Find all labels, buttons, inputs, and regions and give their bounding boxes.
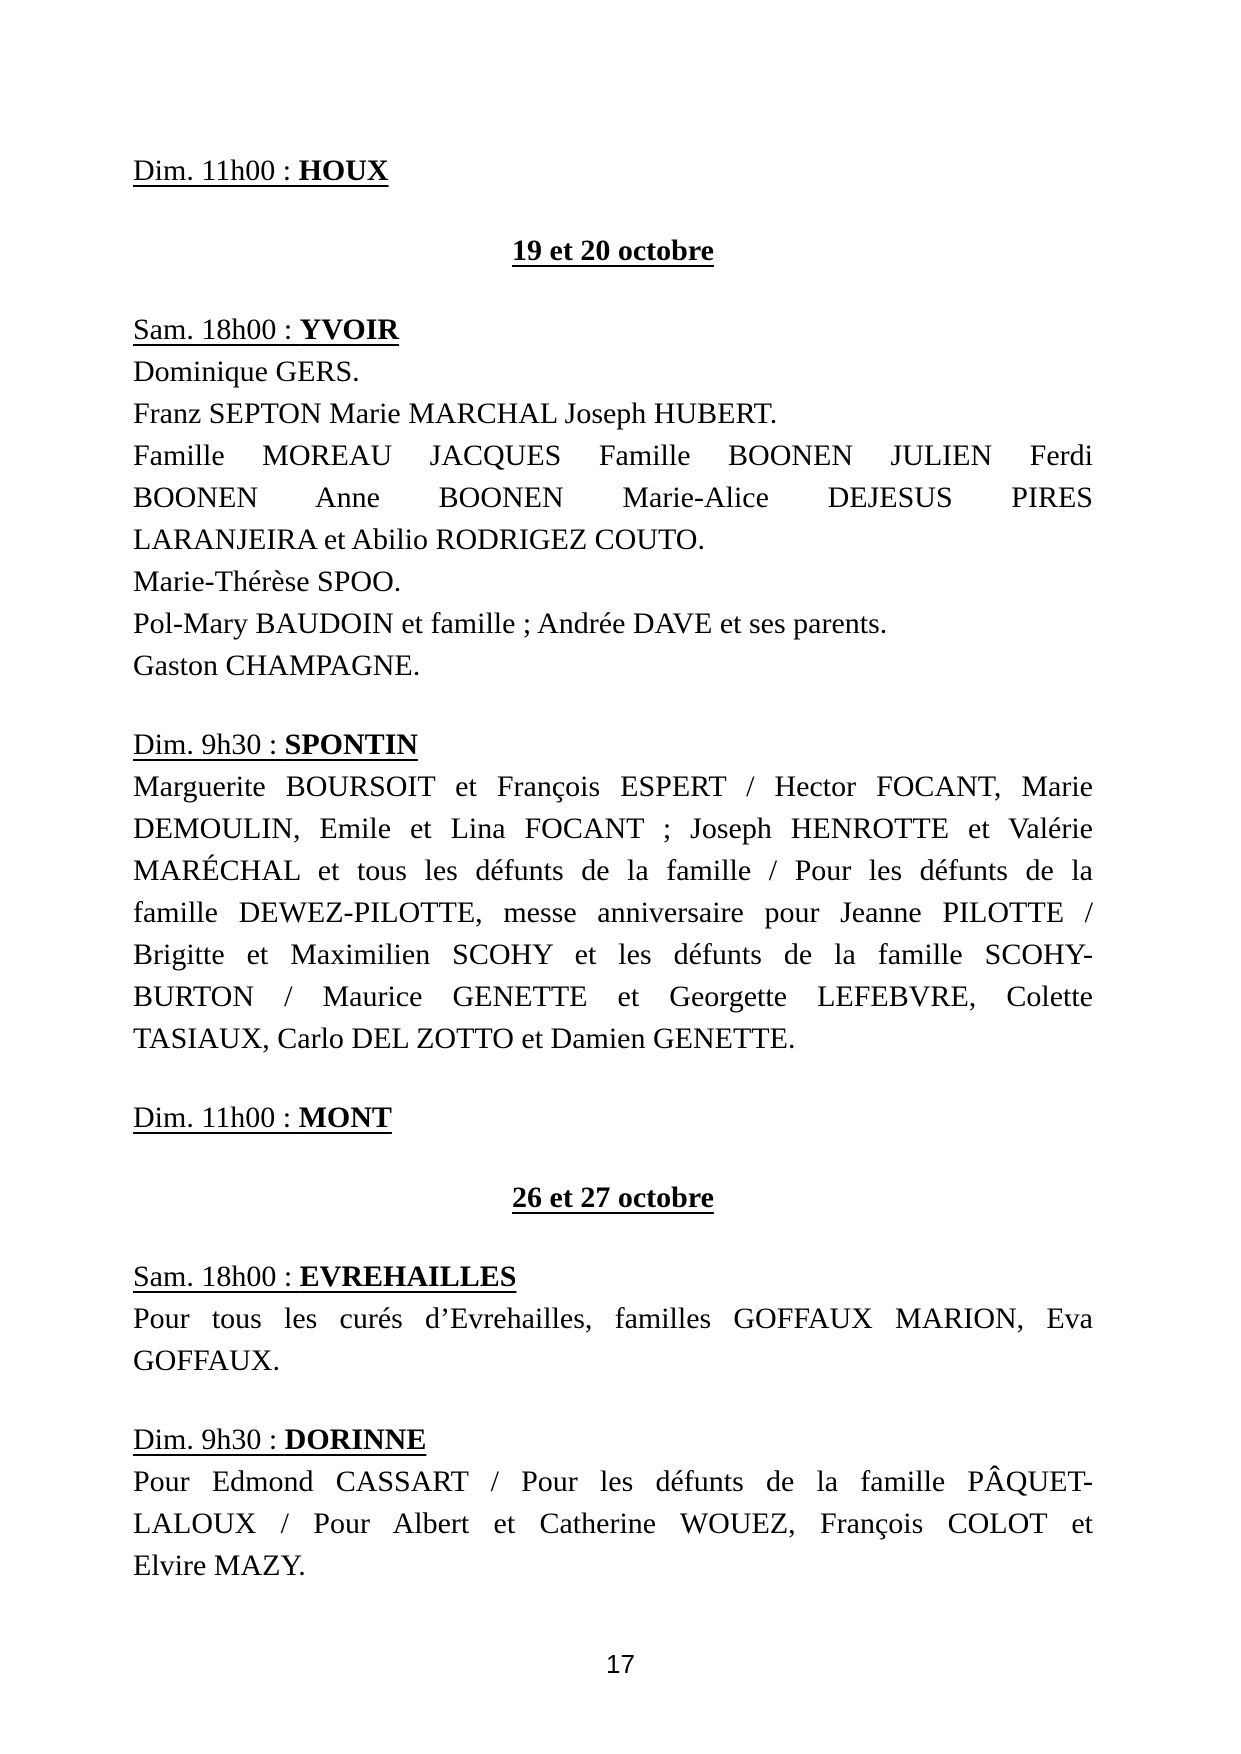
intention-line: BOONEN Anne BOONEN Marie-Alice DEJESUS PIRES: [133, 481, 1093, 514]
mass-location: SPONTIN: [284, 728, 419, 761]
mass-heading: [133, 150, 1093, 192]
date-heading: [133, 1177, 1093, 1219]
intention-line: Pour tous les curés d’Evrehailles, familles GOFFAUX MARION, Eva: [133, 1302, 1093, 1335]
mass-heading-underline: [133, 154, 389, 187]
document-body: [133, 150, 1093, 1587]
mass-day-time: Sam. 18h00 :: [133, 1260, 300, 1293]
intention-line: LARANJEIRA et Abilio RODRIGEZ COUTO.: [133, 523, 705, 556]
intention-line: famille DEWEZ-PILOTTE, messe anniversaire pour Jeanne PILOTTE /: [133, 896, 1093, 929]
date-heading-text: 19 et 20 octobre: [512, 234, 714, 267]
mass-heading: [133, 1097, 1093, 1139]
mass-day-time: Dim. 11h00 :: [133, 154, 299, 187]
intention-line: Elvire MAZY.: [133, 1549, 306, 1582]
mass-heading-underline: [133, 1101, 392, 1134]
mass-heading-underline: [133, 1260, 516, 1293]
intentions-paragraph: [133, 1298, 1093, 1382]
mass-day-time: Dim. 9h30 :: [133, 728, 285, 761]
intention-line: LALOUX / Pour Albert et Catherine WOUEZ, François COLOT et: [133, 1507, 1093, 1540]
intention-line: Dominique GERS.: [133, 355, 360, 388]
mass-day-time: Dim. 9h30 :: [133, 1423, 285, 1456]
mass-heading-underline: [133, 1423, 426, 1456]
intentions-paragraph: [133, 1461, 1093, 1587]
date-heading-text: 26 et 27 octobre: [512, 1181, 714, 1214]
intention-line: Pour Edmond CASSART / Pour les défunts de la famille PÂQUET-: [133, 1465, 1093, 1498]
intention-line: Marie-Thérèse SPOO.: [133, 565, 402, 598]
intention-line: Marguerite BOURSOIT et François ESPERT / Hector FOCANT, Marie: [133, 770, 1093, 803]
intention-line: Gaston CHAMPAGNE.: [133, 649, 421, 682]
mass-location: MONT: [298, 1101, 392, 1134]
intention-line: MARÉCHAL et tous les défunts de la famille / Pour les défunts de la: [133, 854, 1093, 887]
intentions-paragraph: [133, 766, 1093, 1060]
intention-line: Franz SEPTON Marie MARCHAL Joseph HUBERT.: [133, 397, 778, 430]
mass-heading-underline: [133, 313, 399, 346]
mass-location: YVOIR: [299, 313, 400, 346]
mass-day-time: Dim. 11h00 :: [133, 1101, 299, 1134]
mass-location: EVREHAILLES: [299, 1260, 517, 1293]
page-footer: [0, 1649, 1241, 1679]
mass-heading: [133, 309, 1093, 351]
mass-day-time: Sam. 18h00 :: [133, 313, 300, 346]
mass-location: HOUX: [298, 154, 389, 187]
intention-line: DEMOULIN, Emile et Lina FOCANT ; Joseph HENROTTE et Valérie: [133, 812, 1093, 845]
intention-line: GOFFAUX.: [133, 1344, 280, 1377]
mass-heading-underline: [133, 728, 418, 761]
date-heading: [133, 230, 1093, 272]
intention-line: BURTON / Maurice GENETTE et Georgette LEFEBVRE, Colette: [133, 980, 1093, 1013]
mass-heading: [133, 1419, 1093, 1461]
intention-line: Famille MOREAU JACQUES Famille BOONEN JULIEN Ferdi: [133, 439, 1093, 472]
intention-line: Pol-Mary BAUDOIN et famille ; Andrée DAVE et ses parents.: [133, 607, 888, 640]
intention-line: TASIAUX, Carlo DEL ZOTTO et Damien GENETTE.: [133, 1022, 796, 1055]
intentions-paragraph: [133, 351, 1093, 687]
mass-location: DORINNE: [284, 1423, 427, 1456]
page-number: 17: [606, 1649, 635, 1679]
mass-heading: [133, 724, 1093, 766]
mass-heading: [133, 1256, 1093, 1298]
intention-line: Brigitte et Maximilien SCOHY et les défunts de la famille SCOHY-: [133, 938, 1093, 971]
